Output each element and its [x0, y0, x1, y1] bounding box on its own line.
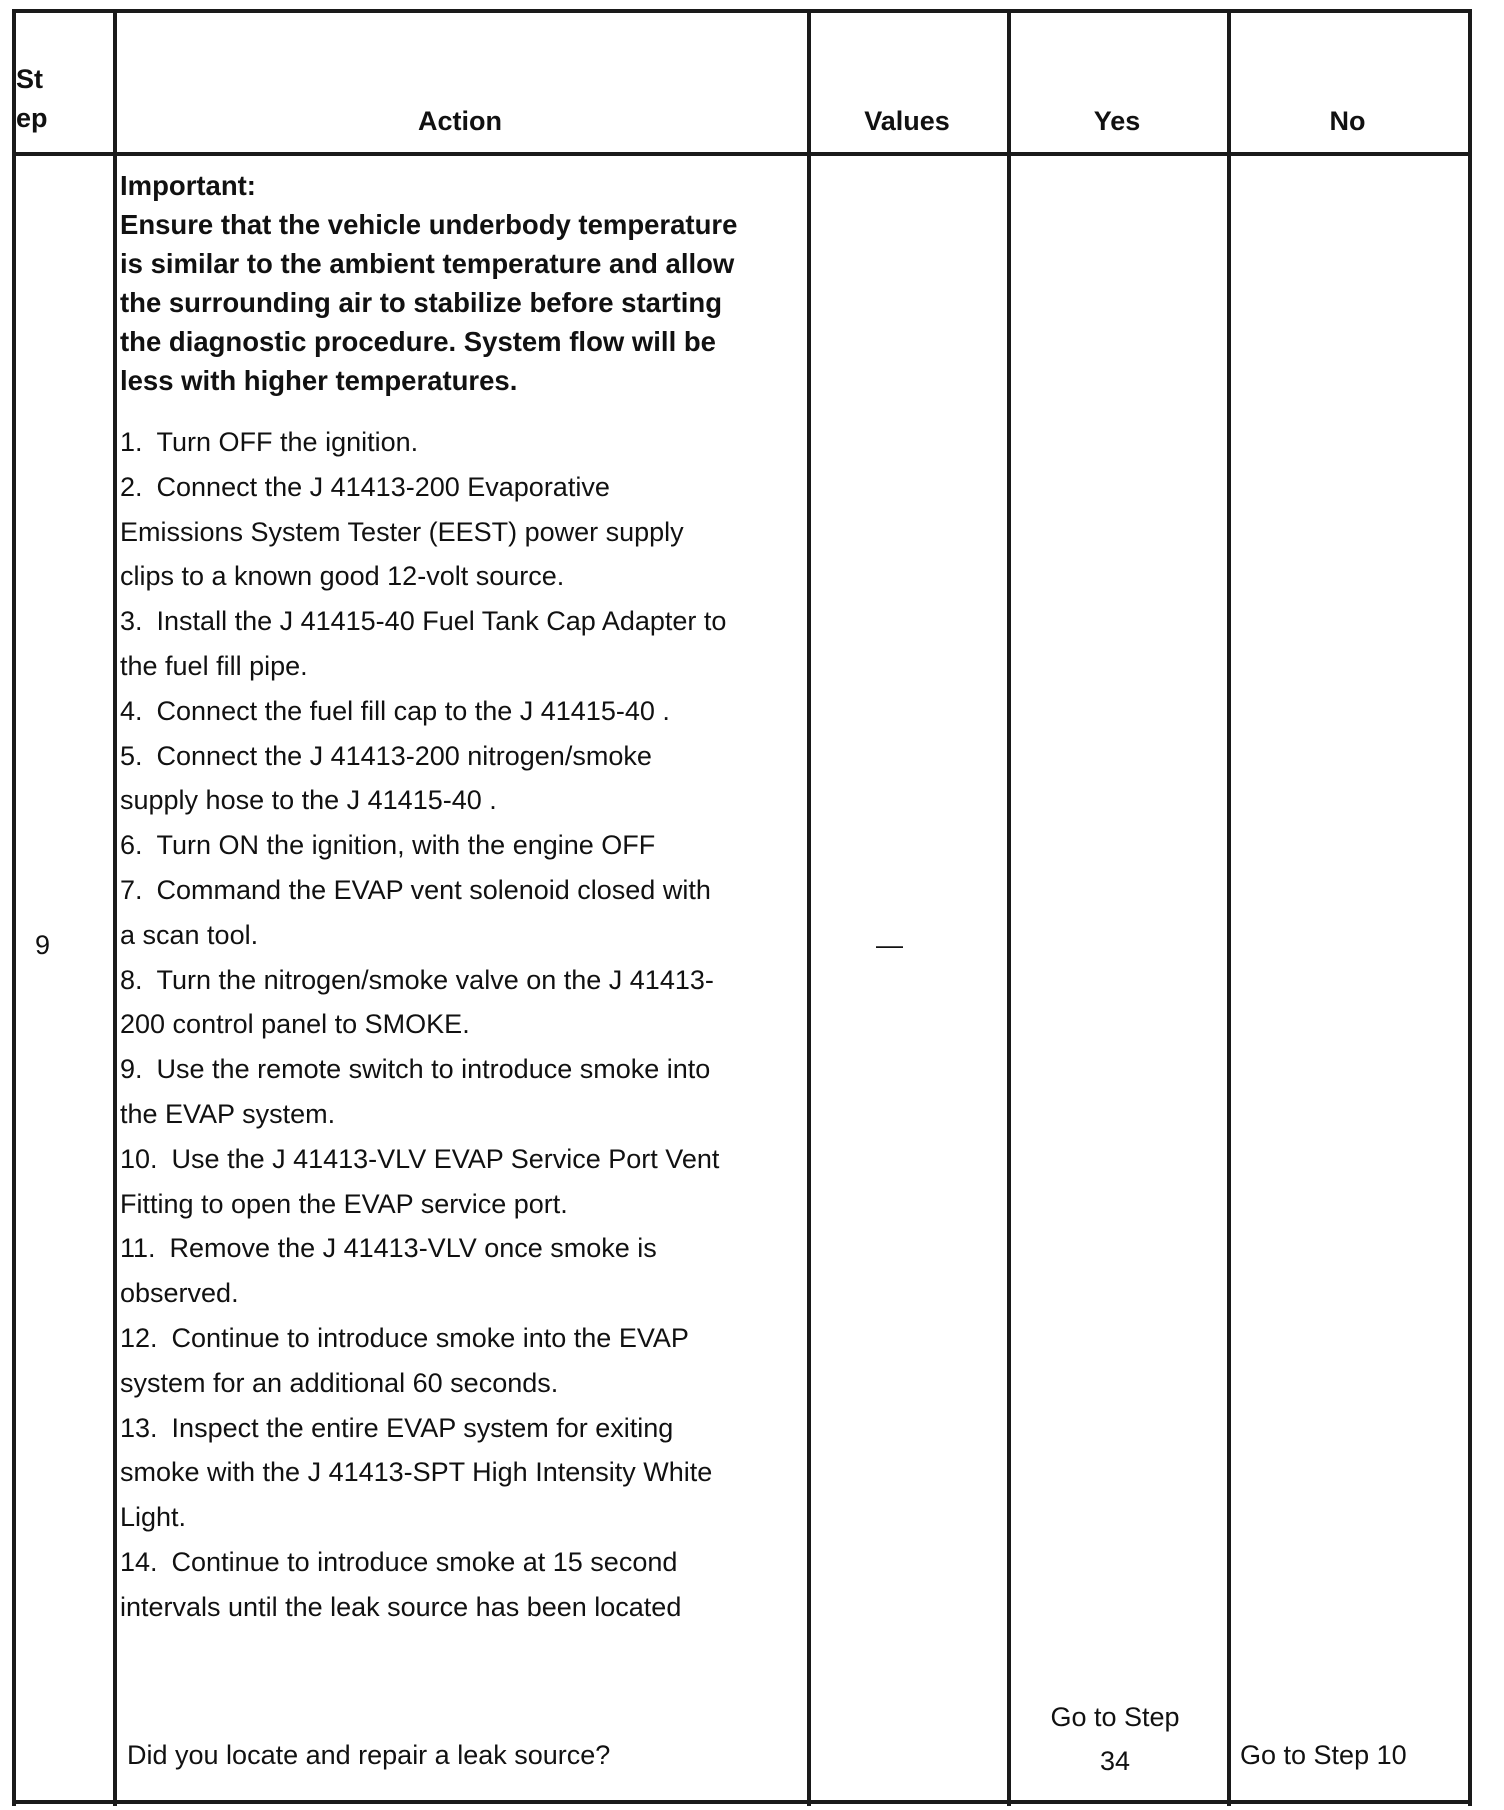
step-text: Continue to introduce smoke at 15 second intervals until the leak source has been located	[120, 1546, 682, 1622]
table-border-right	[1468, 9, 1472, 1806]
header-step	[16, 60, 48, 138]
step-index: 3.	[120, 606, 143, 637]
table-border-bottom	[12, 1800, 1472, 1804]
procedure-steps	[120, 420, 730, 1630]
step-index: 14.	[120, 1546, 158, 1577]
procedure-step	[120, 868, 730, 958]
yes-cell	[1015, 1695, 1215, 1783]
step-text: Command the EVAP vent solenoid closed with a scan tool.	[120, 874, 711, 950]
step-index: 5.	[120, 740, 143, 771]
step-text: Connect the fuel fill cap to the J 41415-40 .	[156, 695, 670, 726]
step-index: 6.	[120, 830, 143, 861]
step-index: 10.	[120, 1143, 158, 1174]
step-index: 7.	[120, 874, 143, 905]
step-text: Use the remote switch to introduce smoke into the EVAP system.	[120, 1054, 711, 1129]
step-index: 8.	[120, 964, 143, 995]
step-text: Turn the nitrogen/smoke valve on the J 41413-200 control panel to SMOKE.	[120, 964, 714, 1040]
col-divider-no	[1227, 9, 1231, 1806]
step-index: 11.	[120, 1233, 156, 1264]
step-index: 4.	[120, 695, 143, 726]
procedure-step	[120, 1316, 730, 1406]
step-text: Remove the J 41413-VLV once smoke is observed.	[120, 1233, 657, 1309]
step-text: Install the J 41415-40 Fuel Tank Cap Adapter to the fuel fill pipe.	[120, 606, 727, 681]
yes-line2: 34	[1099, 1746, 1131, 1776]
values-cell: —	[876, 930, 903, 960]
step-text: Inspect the entire EVAP system for exiting smoke with the J 41413-SPT High Intensity White Light.	[120, 1412, 713, 1533]
no-cell: Go to Step 10	[1240, 1740, 1407, 1770]
yes-line1: Go to Step	[1050, 1702, 1180, 1732]
header-divider	[12, 152, 1472, 156]
step-text: Connect the J 41413-200 nitrogen/smoke supply hose to the J 41415-40 .	[120, 740, 652, 816]
procedure-step	[120, 1047, 730, 1137]
step-index: 9.	[120, 1054, 143, 1085]
procedure-step	[120, 734, 730, 824]
step-text: Continue to introduce smoke into the EVAP system for an additional 60 seconds.	[120, 1322, 689, 1398]
procedure-step	[120, 958, 730, 1048]
col-divider-yes	[1007, 9, 1011, 1806]
step-index: 1.	[120, 427, 143, 457]
procedure-step	[120, 689, 730, 734]
important-text: Ensure that the vehicle underbody temperature is similar to the ambient temperature and allow the surrounding air to stabilize before starting the diagnostic procedure. System flow will be less with higher temperatures.	[120, 209, 738, 396]
col-divider-action	[113, 9, 117, 1806]
step-text: Use the J 41413-VLV EVAP Service Port Vent Fitting to open the EVAP service port.	[120, 1143, 720, 1219]
procedure-step	[120, 1540, 730, 1630]
procedure-step	[120, 420, 730, 465]
step-text: Turn ON the ignition, with the engine OFF	[156, 830, 656, 861]
step-index: 12.	[120, 1322, 158, 1353]
important-note	[120, 166, 760, 400]
table-border-top	[12, 9, 1472, 13]
step-number: 9	[35, 930, 51, 960]
procedure-step	[120, 599, 730, 689]
step-text: Turn OFF the ignition.	[156, 427, 419, 457]
step-index: 13.	[120, 1412, 158, 1443]
header-values: Values	[864, 106, 950, 136]
procedure-step	[120, 1137, 730, 1227]
header-no: No	[1329, 106, 1366, 136]
procedure-step	[120, 465, 730, 599]
header-yes: Yes	[1093, 106, 1141, 136]
header-action: Action	[418, 106, 502, 136]
header-step-line1: St	[16, 64, 43, 94]
step-text: Connect the J 41413-200 Evaporative Emissions System Tester (EEST) power supply clips to a known good 12-volt source.	[120, 471, 684, 592]
procedure-step	[120, 1406, 730, 1540]
table-border-left	[12, 9, 16, 1806]
procedure-step	[120, 1226, 730, 1316]
question-text: Did you locate and repair a leak source?	[127, 1740, 611, 1770]
important-label: Important:	[120, 170, 256, 201]
step-index: 2.	[120, 471, 143, 502]
col-divider-values	[807, 9, 811, 1806]
procedure-step	[120, 823, 730, 868]
header-step-line2: ep	[16, 103, 48, 133]
